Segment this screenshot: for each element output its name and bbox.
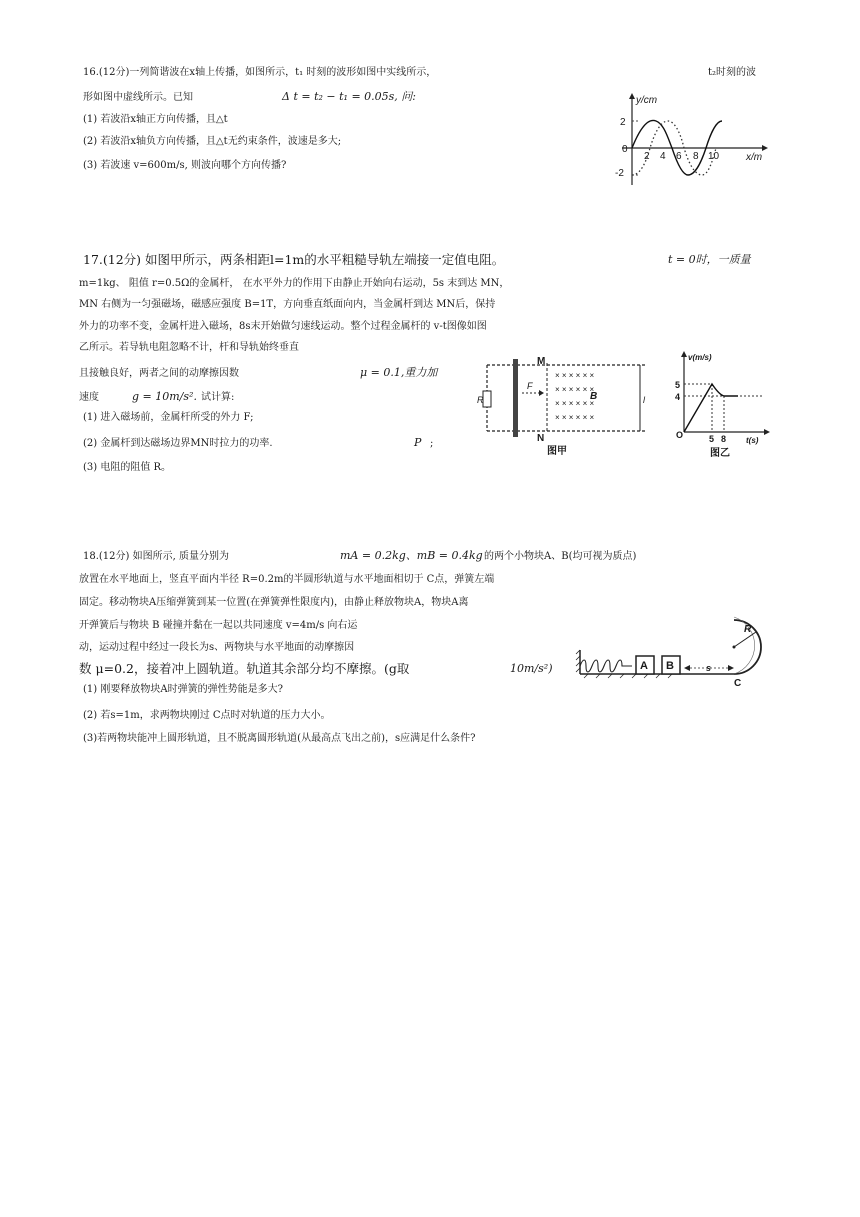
- q16-delta-t-formula: Δ t = t₂ − t₁ = 0.05s, 问:: [282, 90, 416, 103]
- q18-line6: 数 μ=0.2，接着冲上圆轨道。轨道其余部分均不摩擦。(g取: [79, 661, 410, 676]
- svg-text:× × × × × ×: × × × × × ×: [555, 371, 595, 380]
- q16-xtick-8: 8: [693, 151, 699, 162]
- q17-label-l: l: [643, 395, 645, 405]
- q18-line1: 18.(12分) 如图所示, 质量分别为: [83, 551, 229, 562]
- q18-line1-tail: 的两个小物块A、B(均可视为质点): [484, 551, 637, 562]
- q18-label-C: C: [734, 678, 742, 689]
- q18-label-s: s: [706, 663, 712, 673]
- q18-sub3: (3)若两物块能冲上圆形轨道，且不脱离圆形轨道(从最高点飞出之前)，s应满足什么条件?: [83, 733, 476, 744]
- q17-label-R: R: [477, 395, 484, 405]
- q17-line6: 且接触良好，两者之间的动摩擦因数: [79, 368, 239, 379]
- q17-figure-a: [475, 353, 655, 458]
- q18-line5: 动，运动过程中经过一段长为s、两物块与水平地面的动摩擦因: [79, 642, 355, 653]
- q17-sub3: (3) 电阻的阻值 R。: [83, 462, 172, 473]
- q18-mass-formula: mA = 0.2kg、mB = 0.4kg: [340, 549, 483, 562]
- q16-ytick-0: 0: [622, 144, 628, 155]
- q17-line1-right: t = 0时，一质量: [668, 253, 751, 266]
- q17-line1: 17.(12分) 如图甲所示，两条相距l=1m的水平粗糙导轨左端接一定值电阻。: [83, 252, 505, 267]
- q17-label-N: N: [537, 433, 545, 444]
- q17-line4: 外力的功率不变，金属杆进入磁场，8s末开始做匀速线运动。整个过程金属杆的 v-t图像如图: [79, 321, 487, 332]
- q17-line5: 乙所示。若导轨电阻忽略不计，杆和导轨始终垂直: [79, 342, 299, 353]
- q17-b-xtick-8: 8: [721, 434, 727, 444]
- q18-label-A: A: [640, 660, 648, 672]
- q16-ylabel: y/cm: [636, 95, 658, 106]
- q17-resistor: [483, 391, 491, 407]
- q16-xtick-4: 4: [660, 151, 666, 162]
- q16-sub3: (3) 若波速 v=600m/s, 则波向哪个方向传播?: [83, 160, 287, 171]
- q17-figure-b: [672, 350, 772, 458]
- q16-xlabel: x/m: [746, 152, 763, 163]
- q16-sub1: (1) 若波沿x轴正方向传播，且△t: [83, 114, 228, 125]
- q17-b-xtick-5: 5: [709, 434, 715, 444]
- q17-metal-rod: [513, 359, 518, 437]
- q16-xtick-2: 2: [644, 151, 650, 162]
- q17-sub1: (1) 进入磁场前，金属杆所受的外力 F;: [83, 412, 254, 423]
- q16-ytick-2: 2: [620, 117, 626, 128]
- q16-ytick-neg2: -2: [615, 168, 624, 179]
- q18-track-figure: [574, 610, 779, 690]
- q16-xtick-6: 6: [676, 151, 682, 162]
- q17-line7: 速度: [79, 392, 99, 403]
- q17-b-ytick-4: 4: [675, 392, 681, 402]
- q17-vt-curve: [684, 384, 738, 432]
- q18-spring: [580, 660, 632, 672]
- q16-line1: 16.(12分)一列简谐波在x轴上传播，如图所示，t₁ 时刻的波形如图中实线所示，: [83, 67, 437, 78]
- q17-label-B: B: [590, 391, 598, 402]
- q17-sub2-tail: ;: [430, 438, 434, 449]
- q16-line2: 形如图中虚线所示。已知: [83, 92, 193, 103]
- q16-wave-figure: [612, 93, 772, 188]
- q17-b-ylabel: v(m/s): [688, 353, 712, 362]
- q18-g-value: 10m/s²): [510, 662, 553, 675]
- q17-mu-formula: μ = 0.1,重力加: [360, 366, 438, 379]
- q17-b-origin: O: [676, 430, 684, 440]
- q17-sub2-P: P: [414, 436, 422, 449]
- q18-label-R: R: [744, 624, 752, 635]
- q17-b-ytick-5: 5: [675, 380, 681, 390]
- svg-text:× × × × × ×: × × × × × ×: [555, 413, 595, 422]
- svg-text:× × × × × ×: × × × × × ×: [555, 385, 595, 394]
- q17-label-M: M: [537, 356, 546, 367]
- q17-line2: m=1kg、 阻值 r=0.5Ω的金属杆， 在水平外力的作用下由静止开始向右运动，5s 末到达 MN，: [79, 278, 510, 289]
- q16-sub2: (2) 若波沿x轴负方向传播，且△t无约束条件，波速是多大;: [83, 136, 342, 147]
- q16-xtick-10: 10: [708, 151, 720, 162]
- q17-g-formula: g = 10m/s².: [132, 390, 197, 403]
- q17-line7-tail: 试计算:: [201, 392, 235, 403]
- q18-label-B: B: [666, 660, 674, 672]
- q17-magnetic-field: [555, 371, 594, 422]
- svg-text:× × × × × ×: × × × × × ×: [555, 399, 595, 408]
- q18-line2: 放置在水平地面上，竖直平面内半径 R=0.2m的半圆形轨道与水平地面相切于 C点，弹簧左端: [79, 574, 495, 585]
- q18-sub1: (1) 刚要释放物块A时弹簧的弹性势能是多大?: [83, 684, 283, 695]
- q17-line3: MN 右侧为一匀强磁场，磁感应强度 B=1T，方向垂直纸面向内，当金属杆到达 MN后，保持: [79, 299, 496, 310]
- q18-sub2: (2) 若s=1m，求两物块刚过 C点时对轨道的压力大小。: [83, 710, 331, 721]
- q17-label-F: F: [527, 381, 533, 391]
- q17-caption-a: 图甲: [547, 446, 567, 457]
- q17-caption-b: 图乙: [710, 448, 730, 459]
- q18-line4: 开弹簧后与物块 B 碰撞并黏在一起以共同速度 v=4m/s 向右运: [79, 620, 358, 631]
- q17-b-xlabel: t(s): [746, 436, 759, 445]
- q18-line3: 固定。移动物块A压缩弹簧到某一位置(在弹簧弹性限度内)，由静止释放物块A，物块A离: [79, 597, 469, 608]
- q16-line1-right: t₂时刻的波: [708, 67, 757, 78]
- q17-sub2: (2) 金属杆到达磁场边界MN时拉力的功率.: [83, 438, 273, 449]
